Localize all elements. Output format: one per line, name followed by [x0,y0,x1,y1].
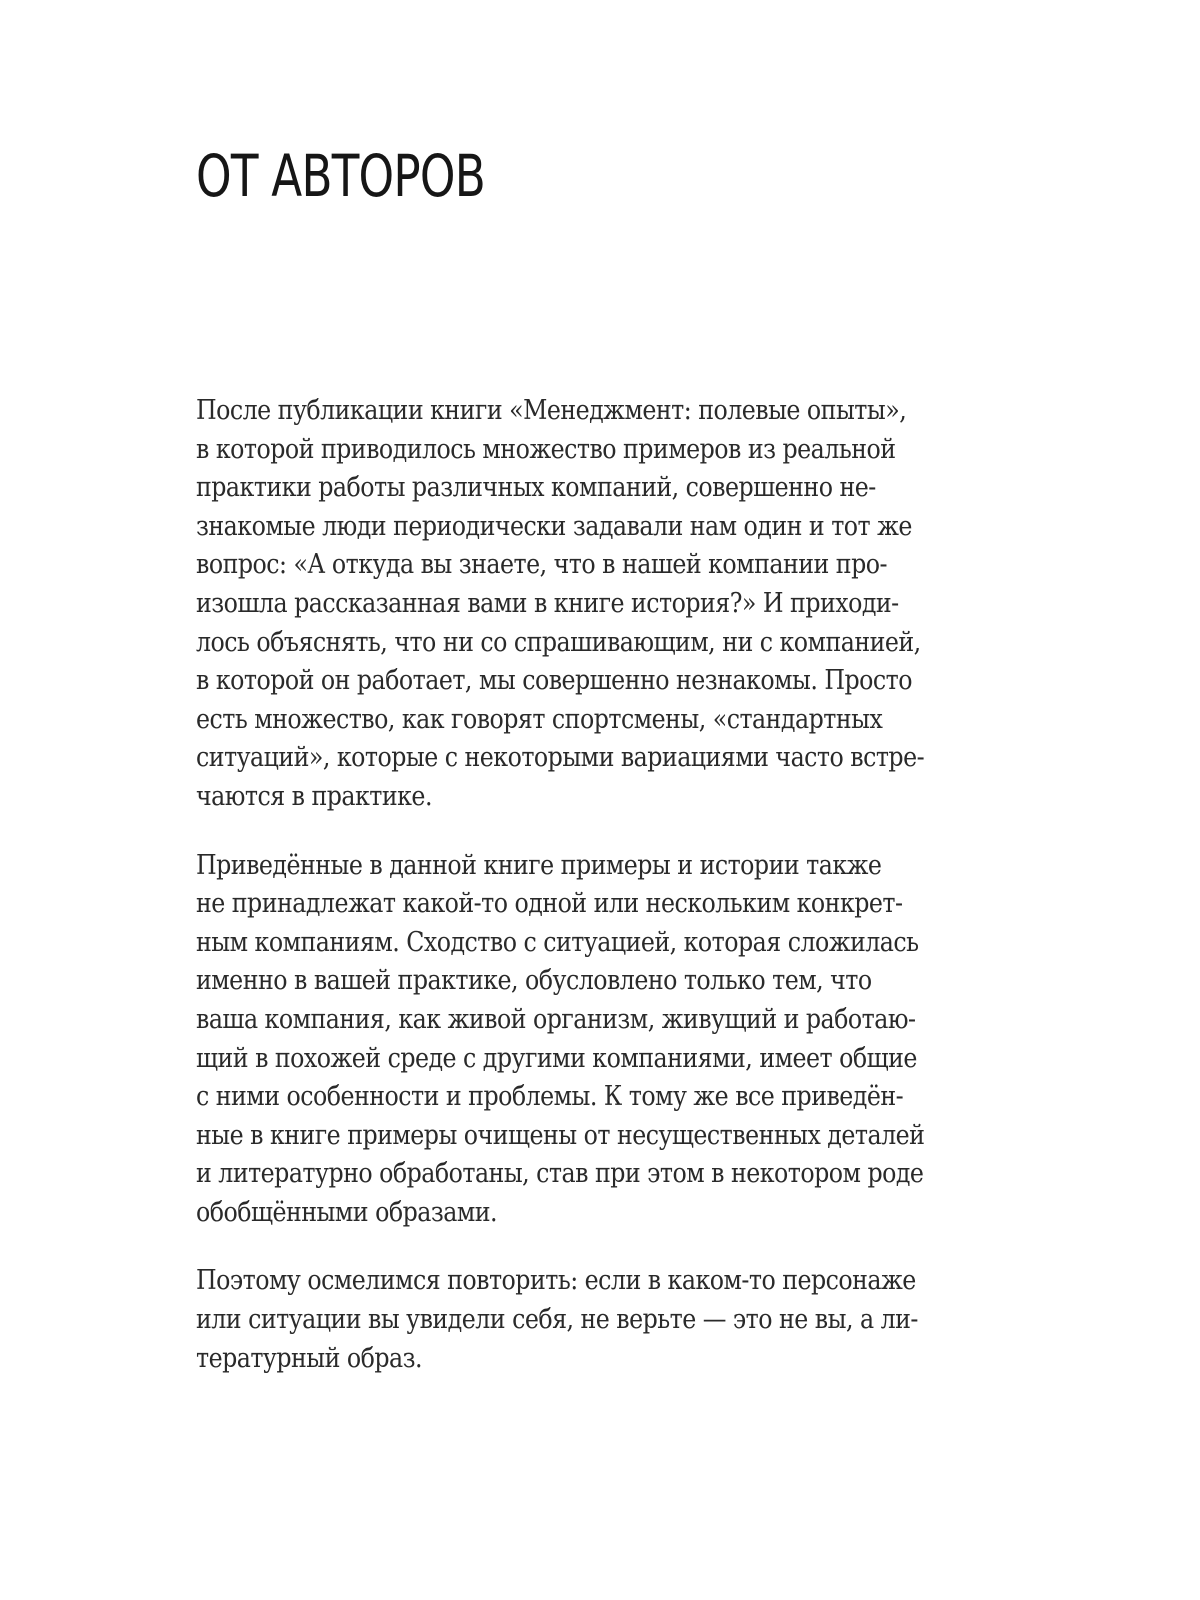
text-line: вопрос: «А откуда вы знаете, что в нашей компании про- [196,549,887,581]
text-line: После публикации книги «Менеджмент: полевые опыты», [196,395,907,426]
body-text [196,392,996,1408]
text-line: лось объяснять, что ни со спрашивающим, ни с компанией, [196,626,921,658]
paragraph [196,1262,996,1378]
text-line: или ситуации вы увидели себя, не верьте — это не вы, а ли- [196,1304,918,1336]
text-line: изошла рассказанная вами в книге история?» И приходи- [196,587,899,619]
text-line: ваша компания, как живой организм, живущий и работаю- [196,1003,916,1035]
text-line: есть множество, как говорят спортсмены, «стандартных [196,703,883,735]
text-line: и литературно обработаны, став при этом в некотором роде [196,1158,924,1190]
text-line: знакомые люди периодически задавали нам один и тот же [196,510,912,542]
text-line: в которой приводилось множество примеров из реальной [196,433,896,465]
text-line: не принадлежат какой-то одной или нескольким конкрет- [196,888,903,920]
page-title: ОТ АВТОРОВ [196,142,485,210]
text-line: ные в книге примеры очищены от несущественных деталей [196,1119,925,1151]
paragraph [196,392,996,817]
text-line: тературный образ. [196,1342,423,1374]
paragraph [196,847,996,1233]
text-line: с ними особенности и проблемы. К тому же все приведён- [196,1081,904,1113]
text-line: в которой он работает, мы совершенно незнакомы. Просто [196,665,912,697]
text-line: Поэтому осмелимся повторить: если в каком-то персонаже [196,1265,916,1297]
text-line: практики работы различных компаний, совершенно не- [196,472,876,504]
text-line: обобщёнными образами. [196,1196,498,1228]
text-line: щий в похожей среде с другими компаниями, имеет общие [196,1042,917,1074]
text-line: именно в вашей практике, обусловлено только тем, что [196,965,872,997]
text-line: чаются в практике. [196,780,432,812]
text-line: Приведённые в данной книге примеры и истории также [196,849,882,881]
text-line: ситуаций», которые с некоторыми вариациями часто встре- [196,742,925,774]
text-line: ным компаниям. Сходство с ситуацией, которая сложилась [196,926,919,958]
